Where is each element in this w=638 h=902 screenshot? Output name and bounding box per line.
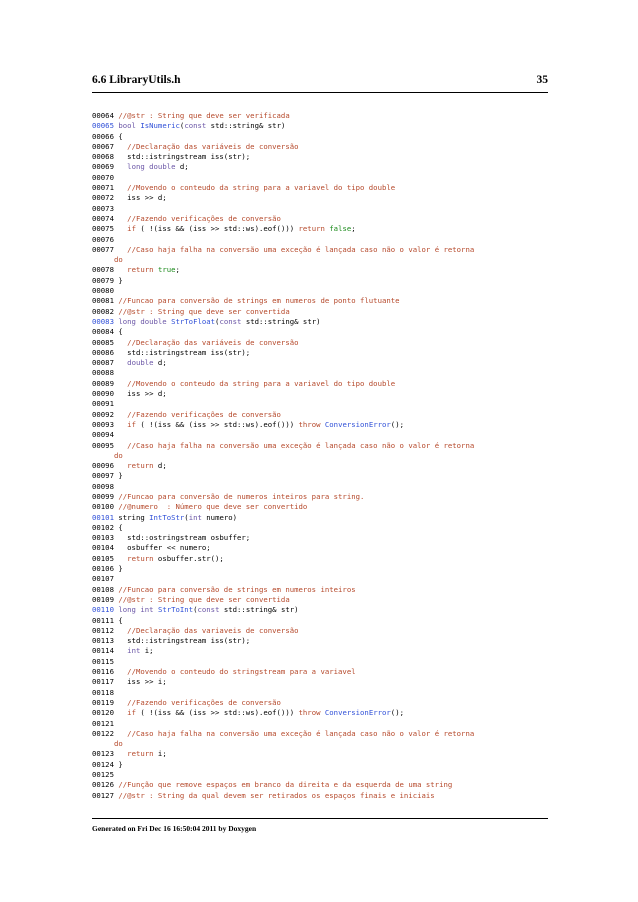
code-token <box>118 646 127 655</box>
line-number: 00122 <box>92 728 114 738</box>
code-token: //Declaração das variaveis de conversão <box>127 625 299 635</box>
code-line <box>92 667 552 677</box>
line-number: 00067 <box>92 141 114 151</box>
line-number: 00093 <box>92 419 114 429</box>
line-number: 00121 <box>92 718 114 728</box>
code-token: do <box>113 450 123 460</box>
code-token <box>118 749 127 758</box>
code-token: const <box>219 316 242 326</box>
code-token: iss >> i; <box>118 677 167 687</box>
code-token: std::istringstream iss(str); <box>118 347 251 357</box>
line-number: 00124 <box>92 759 114 769</box>
code-token: (); <box>390 419 404 429</box>
line-number: 00091 <box>92 399 114 409</box>
code-token <box>118 265 127 274</box>
code-line <box>92 636 552 646</box>
code-token: long int <box>118 605 154 615</box>
line-number[interactable]: 00065 <box>92 121 114 131</box>
code-line <box>92 235 552 245</box>
line-number: 00123 <box>92 749 114 759</box>
line-number[interactable]: 00101 <box>92 512 114 522</box>
code-token: std::string& str) <box>206 121 286 131</box>
line-number: 00069 <box>92 162 114 172</box>
code-token: ( !(iss && (iss >> std::ws).eof())) <box>135 708 299 718</box>
code-line <box>92 162 552 172</box>
line-number[interactable]: 00110 <box>92 605 114 615</box>
code-line <box>92 626 552 636</box>
line-number: 00107 <box>92 574 114 584</box>
code-token: throw <box>298 419 321 429</box>
code-symbol-link[interactable]: ConversionError <box>324 708 391 718</box>
line-number: 00118 <box>92 687 114 697</box>
code-token: { <box>118 327 123 337</box>
code-line <box>92 152 552 162</box>
code-symbol-link[interactable]: IntToStr <box>149 512 185 522</box>
line-number: 00084 <box>92 327 114 337</box>
code-line <box>92 492 552 502</box>
code-token <box>118 245 127 254</box>
line-number: 00066 <box>92 131 114 141</box>
code-listing <box>92 111 552 801</box>
code-token: long double <box>118 316 167 326</box>
code-token <box>118 708 127 717</box>
code-line <box>92 461 552 471</box>
code-token: //Fazendo verificações de conversão <box>127 697 281 707</box>
code-token: //Função que remove espaços em branco da direita e da esquerda de uma string <box>118 780 453 790</box>
line-number: 00120 <box>92 708 114 718</box>
code-line <box>92 348 552 358</box>
code-token: ( <box>193 605 198 615</box>
code-line <box>92 276 552 286</box>
page-header <box>92 74 548 86</box>
code-token: } <box>118 564 123 574</box>
code-token: (); <box>390 708 404 718</box>
code-symbol-link[interactable]: IsNumeric <box>140 121 180 131</box>
line-number: 00079 <box>92 275 114 285</box>
code-token: double <box>127 358 154 368</box>
line-number: 00102 <box>92 522 114 532</box>
code-token <box>118 729 127 738</box>
code-token: //Declaração das variáveis de conversão <box>127 141 299 151</box>
line-number: 00115 <box>92 656 114 666</box>
page-footer: Generated on Fri Dec 16 16:50:04 2011 by Doxygen <box>92 824 257 833</box>
code-line <box>92 688 552 698</box>
code-line <box>92 111 552 121</box>
line-number: 00113 <box>92 636 114 646</box>
code-token: //Caso haja falha na conversão uma exceção é lançada caso não o valor é retorna <box>127 244 475 254</box>
code-token <box>118 667 127 676</box>
header-divider <box>92 92 548 93</box>
code-token: } <box>118 275 123 285</box>
line-number: 00082 <box>92 306 114 316</box>
code-token: std::istringstream iss(str); <box>118 636 251 646</box>
code-token: i; <box>140 646 154 656</box>
code-line <box>92 574 552 584</box>
line-number: 00073 <box>92 203 114 213</box>
line-number: 00071 <box>92 183 114 193</box>
code-token: int <box>188 512 202 522</box>
code-line <box>92 543 552 553</box>
line-number: 00074 <box>92 213 114 223</box>
code-line <box>92 358 552 368</box>
code-line <box>92 265 552 275</box>
footer-divider <box>92 818 548 819</box>
code-token: //Movendo o conteudo da string para a variavel do tipo double <box>127 183 396 193</box>
code-token: osbuffer << numero; <box>118 543 211 553</box>
code-token <box>118 162 127 171</box>
line-number: 00127 <box>92 790 114 800</box>
code-line <box>92 739 552 749</box>
line-number: 00125 <box>92 770 114 779</box>
code-token: //Funcao para conversão de strings em numeros inteiros <box>118 584 356 594</box>
line-number: 00126 <box>92 780 114 790</box>
code-line <box>92 121 552 131</box>
code-token <box>118 224 127 233</box>
line-number: 00095 <box>92 440 114 450</box>
code-token: ; <box>351 224 356 234</box>
code-token: //Movendo o conteudo da string para a variavel do tipo double <box>127 378 396 388</box>
code-symbol-link[interactable]: StrToFloat <box>171 316 216 326</box>
line-number: 00092 <box>92 409 114 419</box>
line-number: 00080 <box>92 286 114 296</box>
line-number: 00085 <box>92 337 114 347</box>
code-token <box>118 626 127 635</box>
code-token: false <box>329 224 352 234</box>
code-line <box>92 132 552 142</box>
line-number: 00077 <box>92 244 114 254</box>
code-line <box>92 533 552 543</box>
page-number: 35 <box>536 74 548 86</box>
line-number: 00068 <box>92 152 114 162</box>
code-token: { <box>118 131 123 141</box>
code-token: long double <box>127 162 176 172</box>
code-line <box>92 224 552 234</box>
line-number: 00098 <box>92 481 114 491</box>
code-token: do <box>113 739 123 749</box>
code-line <box>92 420 552 430</box>
line-number: 00109 <box>92 594 114 604</box>
code-token: } <box>118 471 123 481</box>
code-token: if <box>127 419 136 429</box>
line-number: 00064 <box>92 111 114 120</box>
code-line <box>92 338 552 348</box>
code-token <box>118 358 127 367</box>
code-line <box>92 523 552 533</box>
code-line <box>92 502 552 512</box>
code-token: throw <box>298 708 321 718</box>
code-token: d; <box>153 461 167 471</box>
code-token: //@str : String da qual devem ser retirados os espaços finais e iniciais <box>118 790 435 800</box>
code-token: do <box>113 255 123 265</box>
line-number: 00078 <box>92 265 114 275</box>
code-line <box>92 430 552 440</box>
code-token <box>118 379 127 388</box>
code-token: const <box>197 605 220 615</box>
code-line <box>92 214 552 224</box>
code-token <box>118 698 127 707</box>
line-number: 00088 <box>92 368 114 378</box>
code-line <box>92 368 552 378</box>
code-token: if <box>127 224 136 234</box>
code-token: //Movendo o conteudo do stringstream para a variavel <box>127 667 356 677</box>
code-line <box>92 389 552 399</box>
code-token <box>118 420 127 429</box>
code-line <box>92 482 552 492</box>
code-token: d; <box>175 162 189 172</box>
line-number: 00119 <box>92 697 114 707</box>
line-number: 00104 <box>92 543 114 553</box>
line-number: 00087 <box>92 358 114 368</box>
code-token: return <box>127 461 154 471</box>
code-line <box>92 410 552 420</box>
line-number: 00070 <box>92 172 114 182</box>
code-token: ; <box>175 265 180 275</box>
code-line <box>92 327 552 337</box>
code-token: ( !(iss && (iss >> std::ws).eof())) <box>135 419 299 429</box>
line-number: 00089 <box>92 378 114 388</box>
line-number: 00112 <box>92 625 114 635</box>
line-number: 00072 <box>92 193 114 203</box>
line-number: 00097 <box>92 471 114 481</box>
code-token: //Funcao para conversão de numeros inteiros para string. <box>118 491 365 501</box>
code-token: std::string& str) <box>219 605 299 615</box>
code-line <box>92 657 552 667</box>
line-number: 00106 <box>92 564 114 574</box>
code-line <box>92 451 552 461</box>
code-line <box>92 183 552 193</box>
line-number: 00075 <box>92 224 114 234</box>
line-number: 00105 <box>92 553 114 563</box>
code-line <box>92 595 552 605</box>
section-title: 6.6 LibraryUtils.h <box>92 74 181 86</box>
code-line <box>92 729 552 739</box>
code-token: std::string& str) <box>241 316 321 326</box>
code-token: //Declaração das variáveis de conversão <box>127 337 299 347</box>
code-line <box>92 379 552 389</box>
line-number: 00117 <box>92 677 114 687</box>
code-line <box>92 296 552 306</box>
code-token: return <box>127 553 154 563</box>
code-symbol-link[interactable]: StrToInt <box>157 605 194 615</box>
line-number: 00111 <box>92 615 114 625</box>
line-number: 00116 <box>92 667 114 677</box>
code-line <box>92 255 552 265</box>
line-number[interactable]: 00083 <box>92 316 114 326</box>
code-token <box>118 461 127 470</box>
code-token: //@str : String que deve ser verificada <box>118 111 290 120</box>
code-line <box>92 399 552 409</box>
code-line <box>92 513 552 523</box>
code-line <box>92 471 552 481</box>
code-token: numero) <box>201 512 238 522</box>
code-line <box>92 708 552 718</box>
code-line <box>92 698 552 708</box>
code-token: //@str : String que deve ser convertida <box>118 594 290 604</box>
code-token: return <box>127 749 154 759</box>
code-line <box>92 719 552 729</box>
code-token: //Funcao para conversão de strings em numeros de ponto flutuante <box>118 296 400 306</box>
code-token: string <box>118 512 150 522</box>
code-line <box>92 142 552 152</box>
code-line <box>92 780 552 790</box>
code-token: //@numero : Número que deve ser convertido <box>118 502 308 512</box>
code-token: } <box>118 759 123 769</box>
code-line <box>92 554 552 564</box>
code-token: d; <box>153 358 167 368</box>
code-token: ( <box>215 316 220 326</box>
line-number: 00076 <box>92 234 114 244</box>
line-number: 00096 <box>92 461 114 471</box>
code-line <box>92 616 552 626</box>
code-line <box>92 441 552 451</box>
code-token: ( <box>184 512 189 522</box>
code-line <box>92 173 552 183</box>
line-number: 00108 <box>92 584 114 594</box>
code-token: if <box>127 708 136 718</box>
code-token <box>118 554 127 563</box>
line-number: 00090 <box>92 389 114 399</box>
code-token: //@str : String que deve ser convertida <box>118 306 290 316</box>
code-token <box>118 214 127 223</box>
code-line <box>92 317 552 327</box>
code-token: //Caso haja falha na conversão uma exceção é lançada caso não o valor é retorna <box>127 440 475 450</box>
code-token <box>118 142 127 151</box>
code-line <box>92 564 552 574</box>
code-line <box>92 286 552 296</box>
code-line <box>92 677 552 687</box>
line-number: 00086 <box>92 347 114 357</box>
code-token: std::ostringstream osbuffer; <box>118 533 251 543</box>
code-token: return <box>298 224 325 234</box>
code-token <box>118 410 127 419</box>
line-number: 00114 <box>92 646 114 656</box>
code-token: iss >> d; <box>118 389 167 399</box>
code-line <box>92 605 552 615</box>
code-token <box>118 338 127 347</box>
code-token: const <box>184 121 207 131</box>
code-token: //Caso haja falha na conversão uma exceção é lançada caso não o valor é retorna <box>127 728 475 738</box>
line-number: 00103 <box>92 533 114 543</box>
code-line <box>92 193 552 203</box>
code-token: std::istringstream iss(str); <box>118 152 251 162</box>
code-token: osbuffer.str(); <box>153 553 224 563</box>
code-token: int <box>127 646 141 656</box>
code-line <box>92 760 552 770</box>
code-line <box>92 585 552 595</box>
code-line <box>92 646 552 656</box>
code-token: true <box>157 265 176 275</box>
code-token: { <box>118 522 123 532</box>
code-token: ( <box>179 121 185 131</box>
code-token: { <box>118 615 123 625</box>
code-token <box>118 183 127 192</box>
code-token: bool <box>118 121 136 131</box>
code-token: ( !(iss && (iss >> std::ws).eof())) <box>135 224 299 234</box>
code-line <box>92 749 552 759</box>
code-token: i; <box>153 749 167 759</box>
line-number: 00081 <box>92 296 114 306</box>
code-token: iss >> d; <box>118 193 167 203</box>
code-symbol-link[interactable]: ConversionError <box>324 419 391 429</box>
code-token: //Fazendo verificações de conversão <box>127 409 281 419</box>
code-token <box>118 441 127 450</box>
code-token: return <box>127 265 154 275</box>
code-token: //Fazendo verificações de conversão <box>127 213 281 223</box>
line-number: 00094 <box>92 430 114 440</box>
code-line <box>92 791 552 801</box>
line-number: 00100 <box>92 502 114 512</box>
code-line <box>92 245 552 255</box>
code-line <box>92 770 552 780</box>
code-line <box>92 204 552 214</box>
line-number: 00099 <box>92 491 114 501</box>
code-line <box>92 307 552 317</box>
